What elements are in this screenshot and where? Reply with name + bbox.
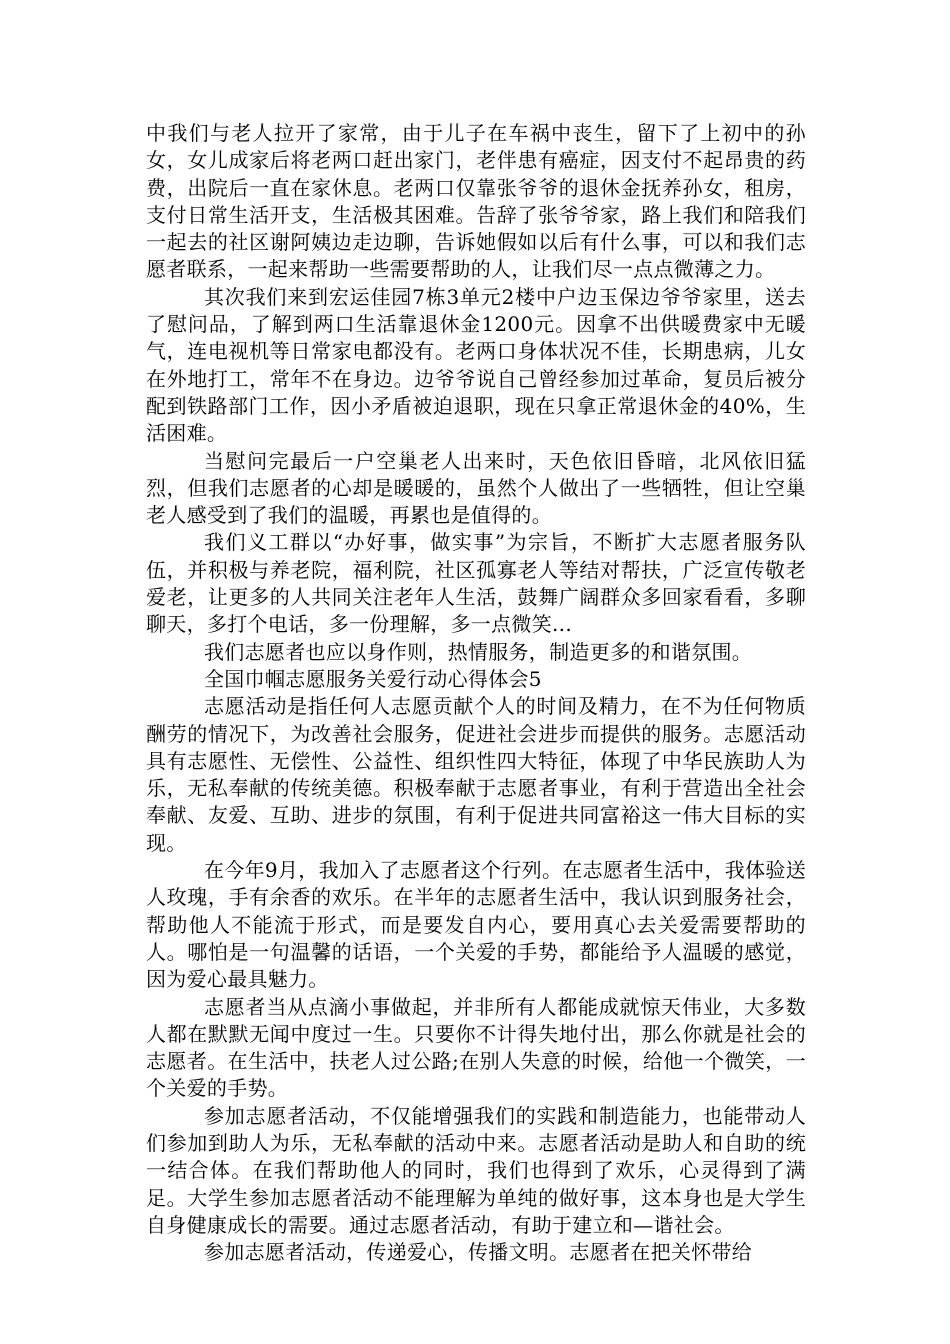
body-paragraph: 其次我们来到宏运佳园7栋3单元2楼中户边玉保边爷爷家里，送去了慰问品，了解到两口生活靠退休金1200元。因拿不出供暖费家中无暖气，连电视机等日常家电都没有。老两口身体状况不佳，长期患病，儿女在外地打工，常年不在身边。边爷爷说自己曾经参加过革命，复员后被分配到铁路部门工作，因小矛盾被迫退职，现在只拿正常退休金的40%，生活困难。 — [146, 284, 806, 446]
body-paragraph: 在今年9月，我加入了志愿者这个行列。在志愿者生活中，我体验送人玫瑰，手有余香的欢乐。在半年的志愿者生活中，我认识到服务社会，帮助他人不能流于形式，而是要发自内心，要用真心去关爱需要帮助的人。哪怕是一句温馨的话语，一个关爱的手势，都能给予人温暖的感觉，因为爱心最具魅力。 — [146, 858, 806, 992]
document-page — [146, 120, 806, 1266]
body-paragraph: 志愿者当从点滴小事做起，并非所有人都能成就惊天伟业，大多数人都在默默无闻中度过一生。只要你不计得失地付出，那么你就是社会的志愿者。在生活中，扶老人过公路;在别人失意的时候，给他一个微笑，一个关爱的手势。 — [146, 994, 806, 1101]
body-paragraph: 参加志愿者活动，不仅能增强我们的实践和制造能力，也能带动人们参加到助人为乐，无私奉献的活动中来。志愿者活动是助人和自助的统一结合体。在我们帮助他人的同时，我们也得到了欢乐，心灵得到了满足。大学生参加志愿者活动不能理解为单纯的做好事，这本身也是大学生自身健康成长的需要。通过志愿者活动，有助于建立和—谐社会。 — [146, 1103, 806, 1237]
body-paragraph: 中我们与老人拉开了家常，由于儿子在车祸中丧生，留下了上初中的孙女，女儿成家后将老两口赶出家门，老伴患有癌症，因支付不起昂贵的药费，出院后一直在家休息。老两口仅靠张爷爷的退休金抚养孙女，租房，支付日常生活开支，生活极其困难。告辞了张爷爷家，路上我们和陪我们一起去的社区谢阿姨边走边聊，告诉她假如以后有什么事，可以和我们志愿者联系，一起来帮助一些需要帮助的人，让我们尽一点点微薄之力。 — [146, 121, 806, 282]
section-heading: 全国巾帼志愿服务关爱行动心得体会5 — [204, 666, 542, 691]
body-paragraph: 我们义工群以“办好事，做实事”为宗旨，不断扩大志愿者服务队伍，并积极与养老院，福利院，社区孤寡老人等结对帮扶，广泛宣传敬老爱老，让更多的人共同关注老年人生活，鼓舞广阔群众多回家看看，多聊聊天，多打个电话，多一份理解，多一点微笑... — [146, 530, 806, 637]
body-paragraph: 当慰问完最后一户空巢老人出来时，天色依旧昏暗，北风依旧猛烈，但我们志愿者的心却是暖暖的，虽然个人做出了一些牺牲，但让空巢老人感受到了我们的温暖，再累也是值得的。 — [146, 448, 806, 528]
body-paragraph: 我们志愿者也应以身作则，热情服务，制造更多的和谐氛围。 — [204, 639, 753, 664]
body-paragraph: 参加志愿者活动，传递爱心，传播文明。志愿者在把关怀带给 — [204, 1240, 753, 1265]
body-paragraph: 志愿活动是指任何人志愿贡献个人的时间及精力，在不为任何物质酬劳的情况下，为改善社会服务，促进社会进步而提供的服务。志愿活动具有志愿性、无偿性、公益性、组织性四大特征，体现了中华民族助人为乐，无私奉献的传统美德。积极奉献于志愿者事业，有利于营造出全社会奉献、友爱、互助、进步的氛围，有利于促进共同富裕这一伟大目标的实现。 — [146, 694, 806, 855]
